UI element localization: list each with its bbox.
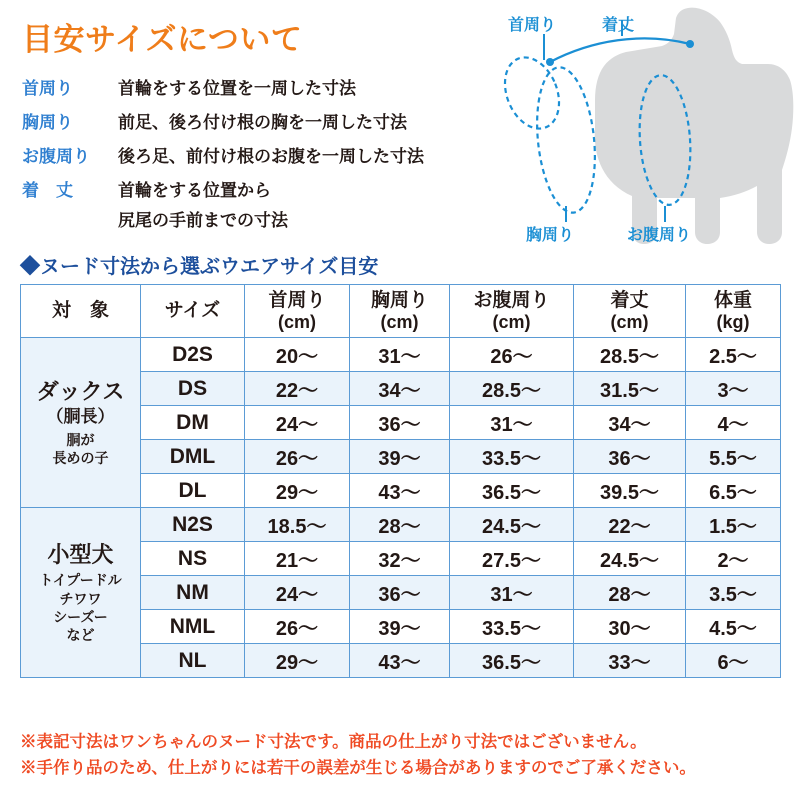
group-note-line2: チワワ bbox=[59, 590, 102, 607]
length-end-dot bbox=[686, 40, 694, 48]
definition-desc-belly: 後ろ足、前付け根のお腹を一周した寸法 bbox=[118, 147, 424, 166]
illustration-label-neck: 首周り bbox=[508, 17, 557, 34]
definition-desc-length bbox=[118, 176, 288, 231]
size-table bbox=[20, 284, 781, 678]
cell-belly: 24.5〜 bbox=[450, 508, 574, 542]
size-table-wrapper bbox=[20, 284, 780, 678]
group-main-label: ダックス bbox=[36, 378, 125, 404]
cell-chest: 43〜 bbox=[350, 474, 450, 508]
definition-row-chest bbox=[22, 108, 472, 133]
chest-measure-ellipse bbox=[531, 64, 602, 215]
cell-size: NML bbox=[141, 610, 245, 644]
group-cell-dachshund bbox=[21, 338, 141, 508]
neck-measure-ellipse bbox=[495, 49, 569, 136]
cell-size: D2S bbox=[141, 338, 245, 372]
cell-belly: 31〜 bbox=[450, 406, 574, 440]
footnote-1: ※表記寸法はワンちゃんのヌード寸法です。商品の仕上がり寸法ではございません。 bbox=[20, 733, 647, 751]
header-neck bbox=[245, 285, 350, 338]
cell-weight: 6〜 bbox=[686, 644, 781, 678]
cell-weight: 4〜 bbox=[686, 406, 781, 440]
cell-length: 34〜 bbox=[574, 406, 686, 440]
cell-chest: 34〜 bbox=[350, 372, 450, 406]
group-note-line3: シーズー bbox=[53, 608, 108, 625]
header-size-label: サイズ bbox=[164, 300, 221, 322]
definition-term-chest: 胸周り bbox=[22, 113, 73, 132]
header-chest bbox=[350, 285, 450, 338]
group-note-line1: トイプードル bbox=[39, 572, 122, 589]
cell-weight: 6.5〜 bbox=[686, 474, 781, 508]
cell-weight: 2.5〜 bbox=[686, 338, 781, 372]
cell-belly: 27.5〜 bbox=[450, 542, 574, 576]
cell-length: 22〜 bbox=[574, 508, 686, 542]
cell-neck: 29〜 bbox=[245, 644, 350, 678]
cell-belly: 31〜 bbox=[450, 576, 574, 610]
cell-neck: 22〜 bbox=[245, 372, 350, 406]
definition-term-neck: 首周り bbox=[22, 79, 73, 98]
cell-length: 28〜 bbox=[574, 576, 686, 610]
cell-neck: 20〜 bbox=[245, 338, 350, 372]
table-row bbox=[21, 508, 781, 542]
cell-chest: 32〜 bbox=[350, 542, 450, 576]
measurement-definitions bbox=[22, 74, 472, 240]
cell-chest: 39〜 bbox=[350, 440, 450, 474]
cell-chest: 36〜 bbox=[350, 576, 450, 610]
cell-size: NL bbox=[141, 644, 245, 678]
page-title: 目安サイズについて bbox=[22, 22, 303, 57]
header-belly-label: お腹周り bbox=[473, 289, 550, 311]
cell-size: DL bbox=[141, 474, 245, 508]
group-note bbox=[21, 431, 140, 467]
cell-belly: 36.5〜 bbox=[450, 644, 574, 678]
cell-neck: 29〜 bbox=[245, 474, 350, 508]
group-note bbox=[21, 571, 140, 644]
cell-neck: 24〜 bbox=[245, 406, 350, 440]
cell-length: 28.5〜 bbox=[574, 338, 686, 372]
cell-length: 30〜 bbox=[574, 610, 686, 644]
illustration-label-length: 着丈 bbox=[602, 17, 635, 34]
header-target-label: 対 象 bbox=[51, 300, 109, 322]
cell-neck: 18.5〜 bbox=[245, 508, 350, 542]
group-main-label: 小型犬 bbox=[47, 541, 114, 567]
cell-belly: 26〜 bbox=[450, 338, 574, 372]
definition-desc-neck: 首輪をする位置を一周した寸法 bbox=[118, 79, 356, 98]
definition-desc-chest: 前足、後ろ付け根の胸を一周した寸法 bbox=[118, 113, 407, 132]
definition-term-belly: お腹周り bbox=[22, 147, 90, 166]
cell-neck: 21〜 bbox=[245, 542, 350, 576]
dog-measurement-illustration bbox=[462, 0, 800, 250]
cell-size: DM bbox=[141, 406, 245, 440]
section-heading: ◆ヌード寸法から選ぶウエアサイズ目安 bbox=[20, 256, 379, 278]
cell-neck: 26〜 bbox=[245, 610, 350, 644]
cell-size: DS bbox=[141, 372, 245, 406]
cell-chest: 43〜 bbox=[350, 644, 450, 678]
cell-neck: 24〜 bbox=[245, 576, 350, 610]
header-belly-unit: (cm) bbox=[492, 311, 531, 332]
header-belly bbox=[450, 285, 574, 338]
illustration-label-chest: 胸周り bbox=[526, 227, 575, 244]
cell-weight: 3〜 bbox=[686, 372, 781, 406]
group-cell-small-dog bbox=[21, 508, 141, 678]
cell-size: NM bbox=[141, 576, 245, 610]
cell-chest: 39〜 bbox=[350, 610, 450, 644]
header-length-unit: (cm) bbox=[610, 311, 649, 332]
header-weight-label: 体重 bbox=[713, 289, 752, 311]
definition-desc-length-line2: 尻尾の手前までの寸法 bbox=[118, 211, 288, 230]
definition-row-length bbox=[22, 176, 472, 231]
header-target bbox=[21, 285, 141, 338]
definition-row-neck bbox=[22, 74, 472, 99]
cell-belly: 33.5〜 bbox=[450, 440, 574, 474]
header-neck-label: 首周り bbox=[268, 289, 326, 311]
cell-length: 39.5〜 bbox=[574, 474, 686, 508]
size-table-body bbox=[21, 338, 781, 678]
table-header-row bbox=[21, 285, 781, 338]
group-note-line1: 胴が bbox=[66, 431, 95, 448]
cell-length: 36〜 bbox=[574, 440, 686, 474]
header-weight bbox=[686, 285, 781, 338]
cell-size: DML bbox=[141, 440, 245, 474]
cell-weight: 2〜 bbox=[686, 542, 781, 576]
cell-length: 31.5〜 bbox=[574, 372, 686, 406]
header-chest-unit: (cm) bbox=[380, 311, 419, 332]
header-size bbox=[141, 285, 245, 338]
cell-weight: 1.5〜 bbox=[686, 508, 781, 542]
footnotes bbox=[20, 730, 790, 781]
group-note-line4: など bbox=[66, 626, 95, 643]
header-neck-unit: (cm) bbox=[277, 311, 316, 332]
cell-size: NS bbox=[141, 542, 245, 576]
cell-chest: 36〜 bbox=[350, 406, 450, 440]
dog-silhouette-shape bbox=[595, 8, 794, 244]
table-row bbox=[21, 338, 781, 372]
header-weight-unit: (kg) bbox=[716, 311, 750, 332]
definition-row-belly bbox=[22, 142, 472, 167]
illustration-label-belly: お腹周り bbox=[627, 227, 692, 244]
header-length-label: 着丈 bbox=[610, 289, 649, 311]
cell-weight: 4.5〜 bbox=[686, 610, 781, 644]
cell-neck: 26〜 bbox=[245, 440, 350, 474]
cell-belly: 36.5〜 bbox=[450, 474, 574, 508]
definition-desc-length-line1: 首輪をする位置から bbox=[118, 181, 271, 200]
footnote-2: ※手作り品のため、仕上がりには若干の誤差が生じる場合がありますのでご了承ください。 bbox=[20, 758, 696, 777]
definition-term-length: 着 丈 bbox=[22, 181, 73, 200]
cell-belly: 33.5〜 bbox=[450, 610, 574, 644]
cell-chest: 28〜 bbox=[350, 508, 450, 542]
cell-weight: 3.5〜 bbox=[686, 576, 781, 610]
size-table-head bbox=[21, 285, 781, 338]
cell-chest: 31〜 bbox=[350, 338, 450, 372]
cell-belly: 28.5〜 bbox=[450, 372, 574, 406]
length-start-dot bbox=[546, 58, 554, 66]
cell-weight: 5.5〜 bbox=[686, 440, 781, 474]
header-length bbox=[574, 285, 686, 338]
cell-length: 24.5〜 bbox=[574, 542, 686, 576]
header-chest-label: 胸周り bbox=[370, 289, 428, 311]
cell-size: N2S bbox=[141, 508, 245, 542]
group-sub-label: （胴長） bbox=[46, 407, 115, 427]
group-note-line2: 長めの子 bbox=[52, 449, 109, 466]
cell-length: 33〜 bbox=[574, 644, 686, 678]
